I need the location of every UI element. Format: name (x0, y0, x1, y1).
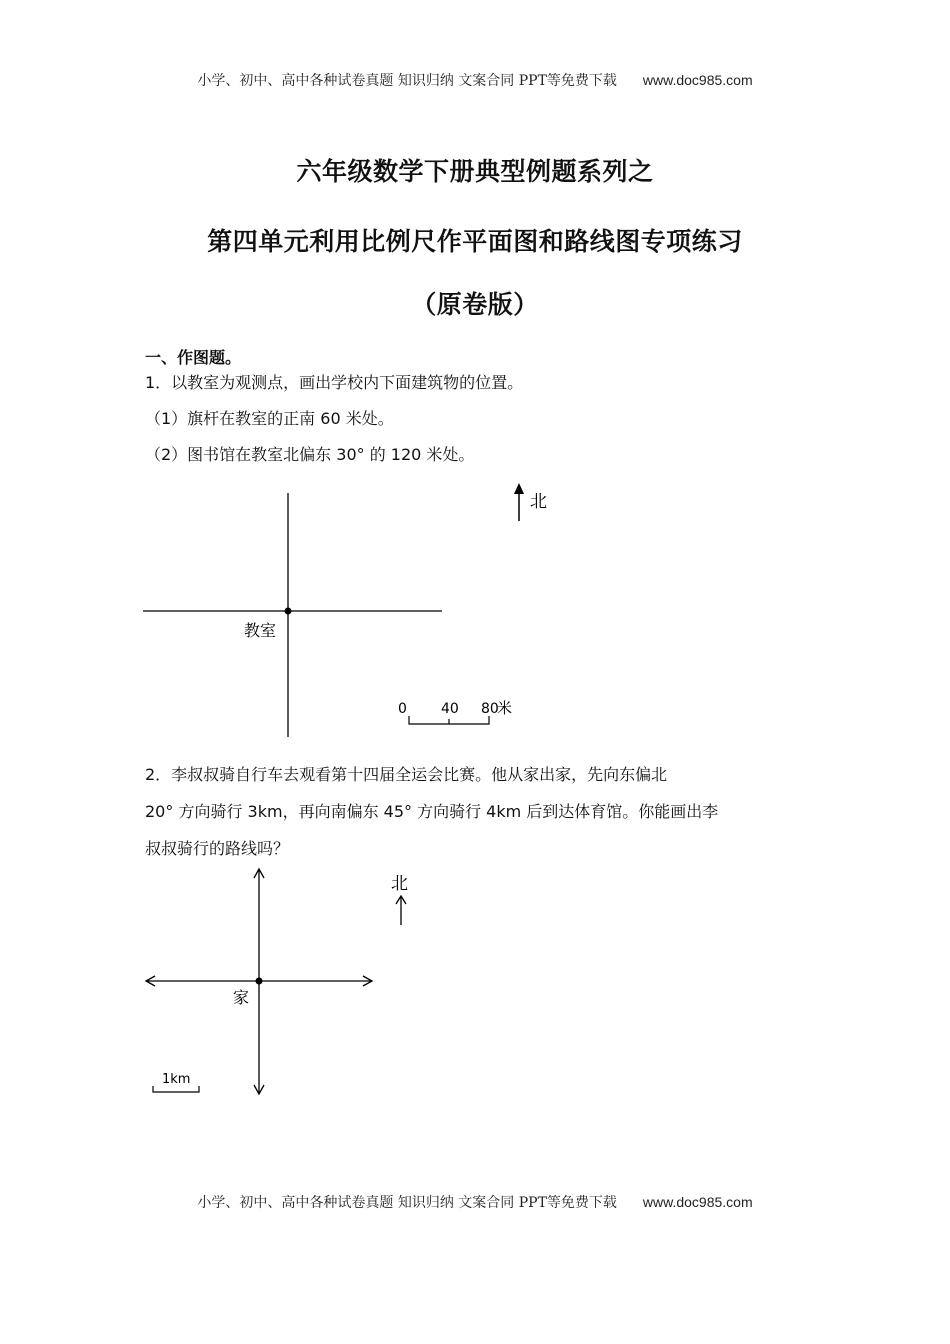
title-line-1: 六年级数学下册典型例题系列之 (296, 157, 654, 186)
footer-text: 小学、初中、高中各种试卷真题 知识归纳 文案合同 PPT等免费下载 (197, 1195, 617, 1211)
q2-center-label: 家 (233, 988, 250, 1007)
q1-scale-unit: 米 (497, 699, 513, 717)
q1-scale-tick-0: 0 (398, 701, 407, 717)
header-text: 小学、初中、高中各种试卷真题 知识归纳 文案合同 PPT等免费下载 (197, 73, 617, 89)
q1-north-label: 北 (530, 492, 547, 512)
q2-line-2: 20° 方向骑行 3km，再向南偏东 45° 方向骑行 4km 后到达体育馆。你能画出李 (145, 802, 719, 821)
q1-sub1: （1）旗杆在教室的正南 60 米处。 (145, 409, 394, 428)
q2-line-1: 2．李叔叔骑自行车去观看第十四届全运会比赛。他从家出家，先向东偏北 (145, 765, 668, 784)
q1-scale-tick-80: 80 (481, 701, 499, 717)
footer-url[interactable]: www.doc985.com (642, 1194, 753, 1210)
q2-line-3: 叔叔骑行的路线吗？ (145, 839, 290, 858)
q1-scale-tick-40: 40 (441, 701, 459, 717)
page-footer (0, 1192, 950, 1212)
q2-center-dot (256, 978, 263, 985)
q2-north-arrow (391, 874, 408, 925)
title-line-3: （原卷版） (411, 290, 539, 319)
section-heading: 一、作图题。 (145, 348, 242, 367)
q2-north-label: 北 (391, 874, 408, 894)
q2-scale-label: 1km (162, 1072, 191, 1087)
q1-center-label: 教室 (244, 621, 277, 640)
q2-scale-bar (153, 1072, 199, 1092)
q1-sub2: （2）图书馆在教室北偏东 30° 的 120 米处。 (145, 445, 475, 464)
q1-stem: 1．以教室为观测点，画出学校内下面建筑物的位置。 (145, 373, 524, 392)
header-url[interactable]: www.doc985.com (642, 72, 753, 88)
title-line-2: 第四单元利用比例尺作平面图和路线图专项练习 (207, 227, 743, 256)
